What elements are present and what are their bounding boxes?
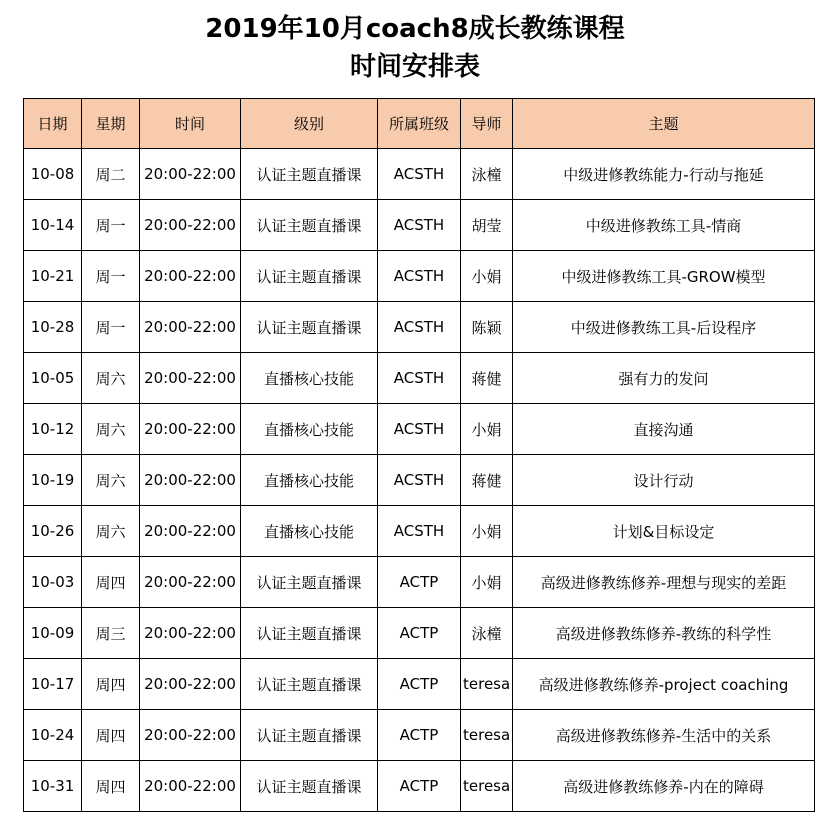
cell-level: 认证主题直播课 — [241, 149, 378, 200]
cell-time: 20:00-22:00 — [140, 761, 241, 812]
cell-class: ACSTH — [378, 200, 461, 251]
schedule-table — [23, 98, 815, 812]
cell-tutor: 泳橦 — [461, 608, 513, 659]
table-row — [24, 149, 815, 200]
cell-date: 10-31 — [24, 761, 82, 812]
cell-date: 10-09 — [24, 608, 82, 659]
cell-time: 20:00-22:00 — [140, 404, 241, 455]
cell-time: 20:00-22:00 — [140, 353, 241, 404]
cell-date: 10-26 — [24, 506, 82, 557]
table-row — [24, 302, 815, 353]
cell-tutor: 小娟 — [461, 506, 513, 557]
cell-date: 10-19 — [24, 455, 82, 506]
table-row — [24, 506, 815, 557]
cell-level: 直播核心技能 — [241, 455, 378, 506]
cell-time: 20:00-22:00 — [140, 506, 241, 557]
cell-class: ACTP — [378, 557, 461, 608]
cell-topic: 设计行动 — [513, 455, 815, 506]
table-body — [24, 149, 815, 812]
cell-weekday: 周四 — [82, 557, 140, 608]
cell-date: 10-03 — [24, 557, 82, 608]
header-class: 所属班级 — [378, 99, 461, 149]
header-level: 级别 — [241, 99, 378, 149]
cell-topic: 中级进修教练能力-行动与拖延 — [513, 149, 815, 200]
cell-topic: 高级进修教练修养-project coaching — [513, 659, 815, 710]
cell-class: ACSTH — [378, 302, 461, 353]
cell-topic: 中级进修教练工具-后设程序 — [513, 302, 815, 353]
cell-topic: 直接沟通 — [513, 404, 815, 455]
cell-weekday: 周四 — [82, 710, 140, 761]
table-row — [24, 251, 815, 302]
cell-topic: 高级进修教练修养-教练的科学性 — [513, 608, 815, 659]
table-row — [24, 404, 815, 455]
cell-time: 20:00-22:00 — [140, 302, 241, 353]
cell-class: ACSTH — [378, 251, 461, 302]
header-date: 日期 — [24, 99, 82, 149]
cell-level: 认证主题直播课 — [241, 302, 378, 353]
cell-time: 20:00-22:00 — [140, 659, 241, 710]
cell-time: 20:00-22:00 — [140, 200, 241, 251]
table-row — [24, 659, 815, 710]
table-row — [24, 710, 815, 761]
cell-class: ACSTH — [378, 506, 461, 557]
cell-topic: 中级进修教练工具-情商 — [513, 200, 815, 251]
cell-level: 认证主题直播课 — [241, 659, 378, 710]
table-row — [24, 557, 815, 608]
table-row — [24, 353, 815, 404]
cell-topic: 计划&目标设定 — [513, 506, 815, 557]
cell-weekday: 周六 — [82, 353, 140, 404]
cell-tutor: 小娟 — [461, 557, 513, 608]
header-row — [24, 99, 815, 149]
cell-class: ACSTH — [378, 455, 461, 506]
cell-topic: 高级进修教练修养-内在的障碍 — [513, 761, 815, 812]
cell-weekday: 周一 — [82, 302, 140, 353]
cell-weekday: 周四 — [82, 659, 140, 710]
cell-level: 直播核心技能 — [241, 506, 378, 557]
cell-tutor: 小娟 — [461, 251, 513, 302]
header-weekday: 星期 — [82, 99, 140, 149]
cell-topic: 高级进修教练修养-生活中的关系 — [513, 710, 815, 761]
cell-weekday: 周六 — [82, 404, 140, 455]
cell-tutor: teresa — [461, 761, 513, 812]
cell-tutor: 陈颖 — [461, 302, 513, 353]
cell-tutor: 小娟 — [461, 404, 513, 455]
cell-level: 认证主题直播课 — [241, 557, 378, 608]
cell-date: 10-21 — [24, 251, 82, 302]
cell-weekday: 周六 — [82, 455, 140, 506]
cell-date: 10-28 — [24, 302, 82, 353]
cell-date: 10-24 — [24, 710, 82, 761]
cell-date: 10-08 — [24, 149, 82, 200]
cell-time: 20:00-22:00 — [140, 455, 241, 506]
cell-weekday: 周六 — [82, 506, 140, 557]
cell-level: 认证主题直播课 — [241, 251, 378, 302]
cell-class: ACTP — [378, 608, 461, 659]
cell-tutor: 泳橦 — [461, 149, 513, 200]
header-time: 时间 — [140, 99, 241, 149]
cell-date: 10-05 — [24, 353, 82, 404]
table-row — [24, 608, 815, 659]
cell-tutor: teresa — [461, 659, 513, 710]
cell-time: 20:00-22:00 — [140, 608, 241, 659]
cell-level: 认证主题直播课 — [241, 761, 378, 812]
cell-level: 直播核心技能 — [241, 404, 378, 455]
cell-topic: 中级进修教练工具-GROW模型 — [513, 251, 815, 302]
cell-class: ACTP — [378, 659, 461, 710]
cell-class: ACSTH — [378, 404, 461, 455]
cell-class: ACTP — [378, 710, 461, 761]
cell-level: 认证主题直播课 — [241, 710, 378, 761]
cell-weekday: 周二 — [82, 149, 140, 200]
cell-date: 10-17 — [24, 659, 82, 710]
cell-topic: 高级进修教练修养-理想与现实的差距 — [513, 557, 815, 608]
cell-class: ACSTH — [378, 353, 461, 404]
table-row — [24, 200, 815, 251]
table-row — [24, 761, 815, 812]
cell-tutor: 蒋健 — [461, 455, 513, 506]
cell-tutor: 胡莹 — [461, 200, 513, 251]
table-header — [24, 99, 815, 149]
cell-level: 直播核心技能 — [241, 353, 378, 404]
cell-class: ACSTH — [378, 149, 461, 200]
cell-tutor: 蒋健 — [461, 353, 513, 404]
cell-tutor: teresa — [461, 710, 513, 761]
document-title — [0, 10, 830, 86]
title-line-1: 2019年10月coach8成长教练课程 — [205, 14, 625, 44]
cell-weekday: 周一 — [82, 251, 140, 302]
header-topic: 主题 — [513, 99, 815, 149]
cell-time: 20:00-22:00 — [140, 557, 241, 608]
cell-level: 认证主题直播课 — [241, 608, 378, 659]
table-row — [24, 455, 815, 506]
header-tutor: 导师 — [461, 99, 513, 149]
cell-time: 20:00-22:00 — [140, 149, 241, 200]
title-line-2: 时间安排表 — [349, 52, 480, 82]
cell-weekday: 周三 — [82, 608, 140, 659]
cell-class: ACTP — [378, 761, 461, 812]
cell-weekday: 周四 — [82, 761, 140, 812]
cell-weekday: 周一 — [82, 200, 140, 251]
cell-topic: 强有力的发问 — [513, 353, 815, 404]
cell-time: 20:00-22:00 — [140, 710, 241, 761]
cell-level: 认证主题直播课 — [241, 200, 378, 251]
cell-date: 10-14 — [24, 200, 82, 251]
cell-date: 10-12 — [24, 404, 82, 455]
cell-time: 20:00-22:00 — [140, 251, 241, 302]
